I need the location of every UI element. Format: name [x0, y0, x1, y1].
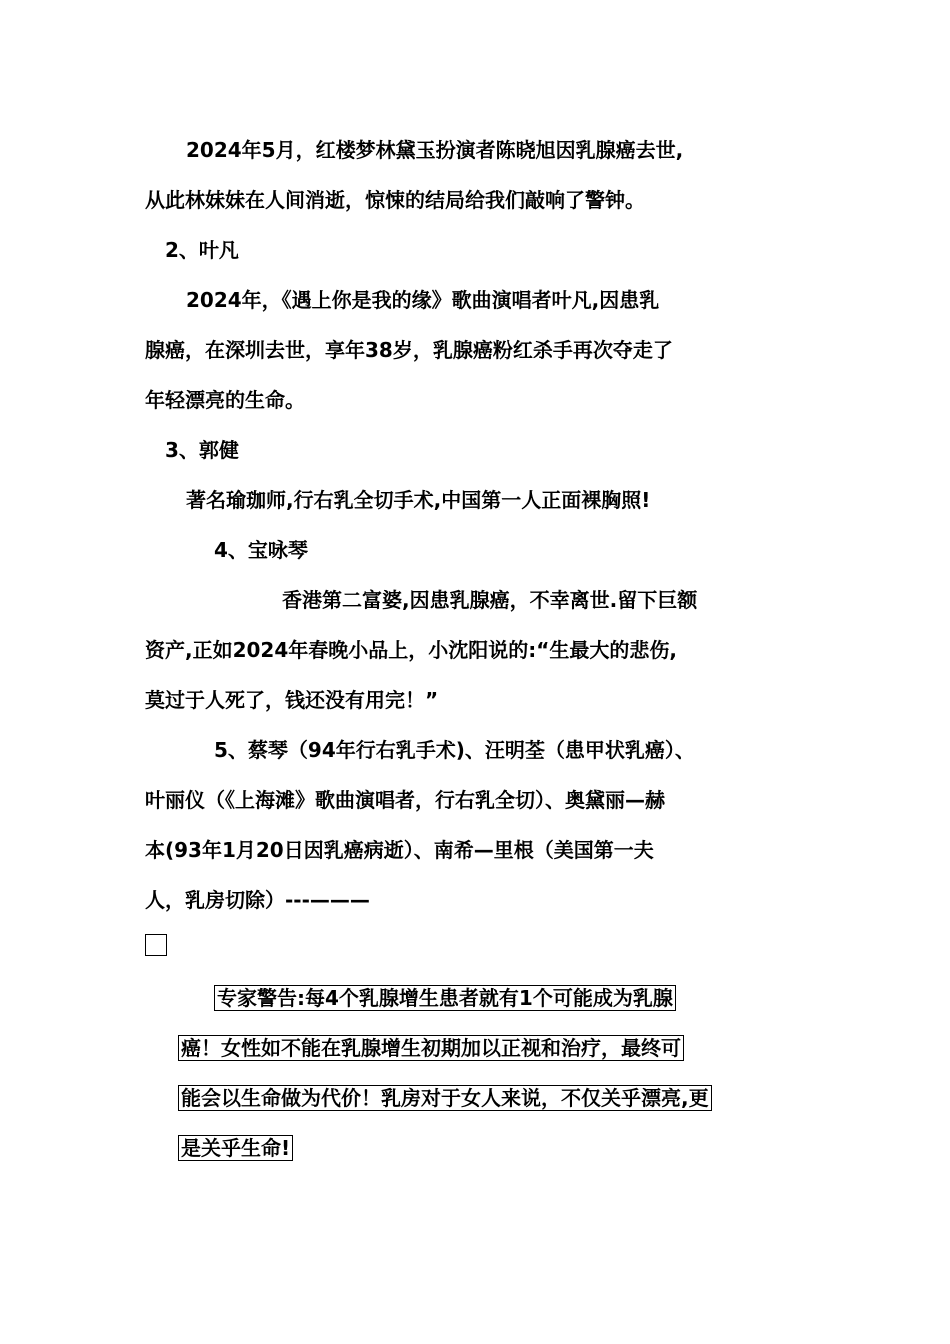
- warning-line-2: [178, 1034, 684, 1062]
- checkbox[interactable]: [145, 934, 167, 956]
- paragraph-line-14: 叶丽仪（《上海滩》歌曲演唱者，行右乳全切）、奥黛丽—赫: [145, 788, 665, 812]
- warning-line-4: [178, 1134, 293, 1162]
- paragraph-line-13: 5、蔡琴（94年行右乳手术)、汪明荃（患甲状乳癌）、: [214, 738, 695, 762]
- warning-text-1: 专家警告:每4个乳腺增生患者就有1个可能成为乳腺: [214, 985, 676, 1011]
- paragraph-line-4: 2024年，《遇上你是我的缘》歌曲演唱者叶凡,因患乳: [186, 288, 660, 312]
- section-heading-2: 2、叶凡: [165, 238, 239, 262]
- paragraph-line-15: 本(93年1月20日因乳癌病逝）、南希—里根（美国第一夫: [145, 838, 654, 862]
- paragraph-line-11: 资产,正如2024年春晚小品上，小沈阳说的:“生最大的悲伤,: [145, 638, 678, 662]
- section-heading-3: 3、郭健: [165, 438, 239, 462]
- paragraph-line-6: 年轻漂亮的生命。: [145, 388, 305, 412]
- warning-text-2: 癌！女性如不能在乳腺增生初期加以正视和治疗，最终可: [178, 1035, 684, 1061]
- paragraph-line-5: 腺癌，在深圳去世，享年38岁，乳腺癌粉红杀手再次夺走了: [145, 338, 673, 362]
- warning-text-3: 能会以生命做为代价！乳房对于女人来说，不仅关乎漂亮,更: [178, 1085, 712, 1111]
- paragraph-line-16: 人，乳房切除）---———: [145, 888, 370, 912]
- paragraph-line-10: 香港第二富婆,因患乳腺癌，不幸离世.留下巨额: [282, 588, 698, 612]
- warning-text-4: 是关乎生命!: [178, 1135, 293, 1161]
- warning-line-3: [178, 1084, 712, 1112]
- paragraph-line-2: 从此林妹妹在人间消逝，惊悚的结局给我们敲响了警钟。: [145, 188, 645, 212]
- paragraph-line-12: 莫过于人死了，钱还没有用完！”: [145, 688, 439, 712]
- section-heading-4: 4、宝咏琴: [214, 538, 308, 562]
- warning-line-1: [214, 984, 676, 1012]
- paragraph-line-1: 2024年5月，红楼梦林黛玉扮演者陈晓旭因乳腺癌去世,: [186, 138, 684, 162]
- paragraph-line-8: 著名瑜珈师,行右乳全切手术,中国第一人正面裸胸照!: [186, 488, 651, 512]
